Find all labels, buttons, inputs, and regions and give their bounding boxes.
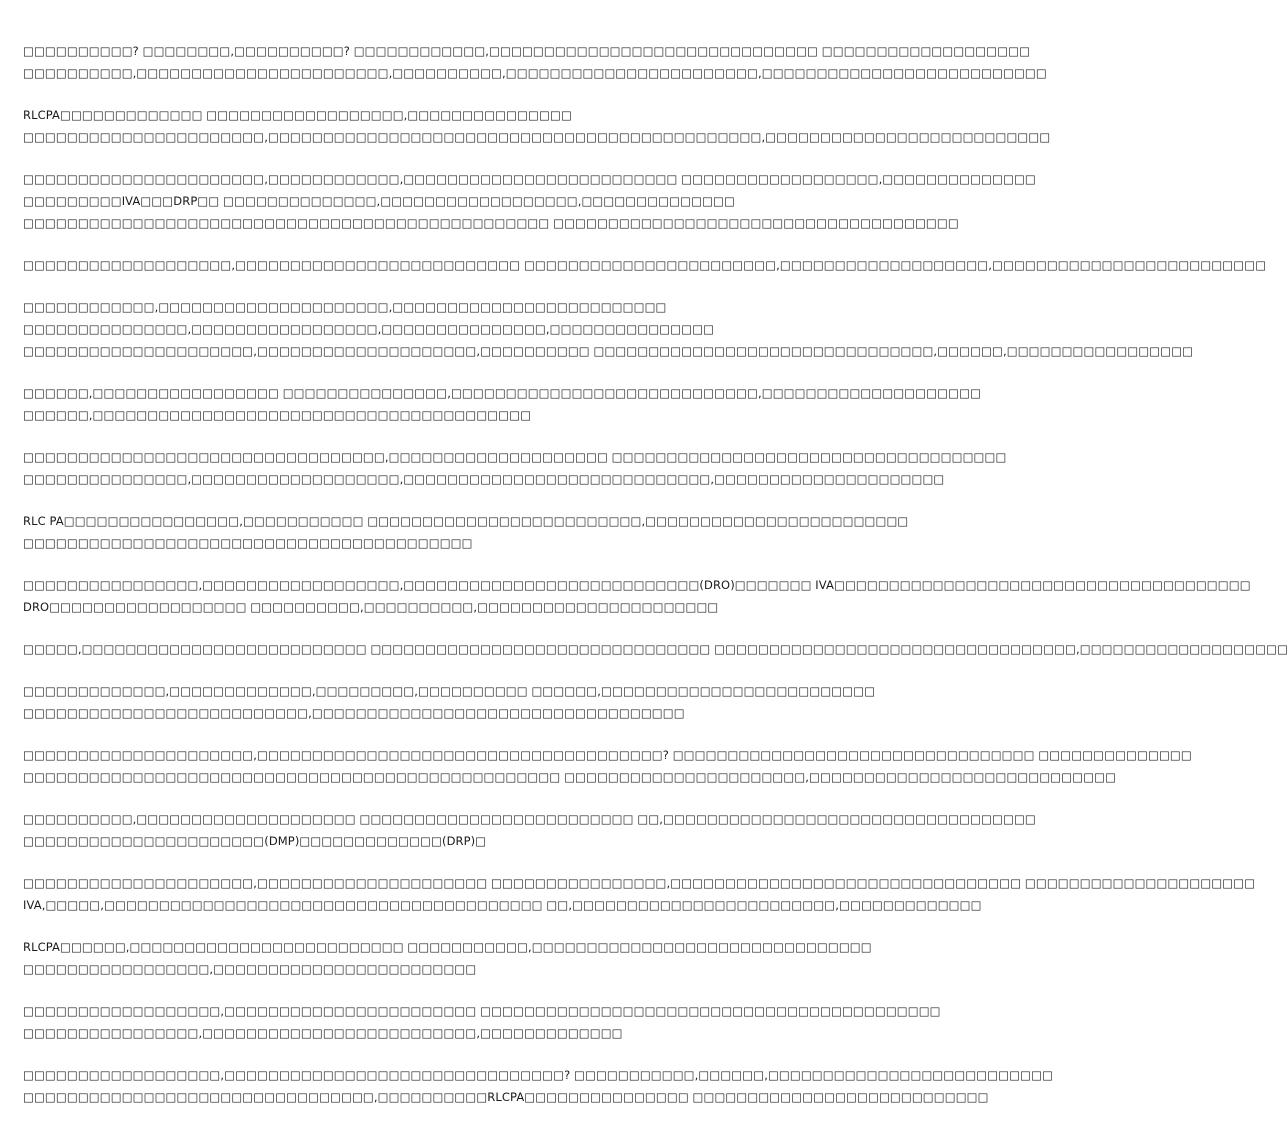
paragraph xyxy=(23,1000,941,1044)
text-line: □□□□□□□□□□□□□□□□□□□□□□□□□□□□□□□□,□□□□□□□□□□RLCPA□□□□□□□□□□□□□□□ □□□□□□□□□□□□□□□□□□□□□□□□□□□ xyxy=(23,1090,989,1104)
paragraph xyxy=(23,680,876,724)
text-line: □□□□□□□□□□□□□□□□□□□□□,□□□□□□□□□□□□□□□□□□□□□□□□□□□□□□□□□□□□□? □□□□□□□□□□□□□□□□□□□□□□□□□□□□□□□□□ □□□□□□□□□□□□□□ xyxy=(23,748,1192,762)
text-line: □□□□□□,□□□□□□□□□□□□□□□□□ □□□□□□□□□□□□□□□,□□□□□□□□□□□□□□□□□□□□□□□□□□□□,□□□□□□□□□□□□□□□□□□□□ xyxy=(23,386,982,400)
paragraph xyxy=(23,40,1047,84)
text-line: □□□□□□□□□□□□□□□□□□□□□□,□□□□□□□□□□□□,□□□□□□□□□□□□□□□□□□□□□□□□□ □□□□□□□□□□□□□□□□□□,□□□□□□□□□□□□□□ xyxy=(23,172,1036,186)
paragraph xyxy=(23,104,1051,148)
paragraph xyxy=(23,382,982,426)
paragraph xyxy=(23,254,1267,276)
text-line: □□□□□□□□□□□□□□□□□□□□□□□□□□,□□□□□□□□□□□□□□□□□□□□□□□□□□□□□□□□□□ xyxy=(23,706,685,720)
text-line: DRO□□□□□□□□□□□□□□□□□□ □□□□□□□□□□,□□□□□□□□□□,□□□□□□□□□□□□□□□□□□□□□□ xyxy=(23,600,719,614)
paragraph xyxy=(23,446,1007,490)
text-line: □□□□□□□□□□□□□□□□□□□□□□□□□□□□□□□□□□□□□□□□□□□□□□□□ □□□□□□□□□□□□□□□□□□□□□□□□□□□□□□□□□□□□□ xyxy=(23,216,959,230)
text-line: □□□□□□□□□IVA□□□DRP□□ □□□□□□□□□□□□□□,□□□□□□□□□□□□□□□□□□,□□□□□□□□□□□□□□ xyxy=(23,194,735,208)
text-line: □□□□□□□□□□□□,□□□□□□□□□□□□□□□□□□□□□,□□□□□□□□□□□□□□□□□□□□□□□□□ xyxy=(23,300,667,314)
text-line: □□□□□□□□□□□□□□□□□,□□□□□□□□□□□□□□□□□□□□□□□□ xyxy=(23,962,477,976)
text-line: □□□□□□□□□□□□□□□□□□□,□□□□□□□□□□□□□□□□□□□□□□□□□□ □□□□□□□□□□□□□□□□□□□□□□□,□□□□□□□□□□□□□□□□□□□,□□□□□□□□□□□□□□□□□□□□□□□□□ xyxy=(23,258,1267,272)
text-line: □□□□□□□□□□□□□□□□□□□□□□□□□□□□□□□□□□□□□□□□□ xyxy=(23,536,473,550)
paragraph xyxy=(23,168,1036,234)
text-line: □□□□□□□□□□? □□□□□□□□,□□□□□□□□□□? □□□□□□□□□□□□,□□□□□□□□□□□□□□□□□□□□□□□□□□□□□□ □□□□□□□□□□□□□□□□□□□ xyxy=(23,44,1031,58)
paragraph xyxy=(23,638,1288,660)
text-line: □□□□□□□□□□□□□□□□□□,□□□□□□□□□□□□□□□□□□□□□□□□□□□□□□□? □□□□□□□□□□□,□□□□□□,□□□□□□□□□□□□□□□□□□□□□□□□□□ xyxy=(23,1068,1054,1082)
text-line: □□□□□,□□□□□□□□□□□□□□□□□□□□□□□□□□ □□□□□□□□□□□□□□□□□□□□□□□□□□□□□□□ □□□□□□□□□□□□□□□□□□□□□□□□□□□□□□□□□,□□□□□□□□□□□□□□□□□□□ xyxy=(23,642,1288,656)
text-line: □□□□□□□□□□□□□□□□□□□□□,□□□□□□□□□□□□□□□□□□□□,□□□□□□□□□□ □□□□□□□□□□□□□□□□□□□□□□□□□□□□□□□,□□□□□□,□□□□□□□□□□□□□□□□□ xyxy=(23,344,1194,358)
text-line: □□□□□□□□□□,□□□□□□□□□□□□□□□□□□□□ □□□□□□□□□□□□□□□□□□□□□□□□□ □□,□□□□□□□□□□□□□□□□□□□□□□□□□□□□□□□□□□ xyxy=(23,812,1036,826)
text-line: □□□□□□□□□□□□□□□□□□□□□□□□□□□□□□□□□□□□□□□□□□□□□□□□□ □□□□□□□□□□□□□□□□□□□□□□,□□□□□□□□□□□□□□□□□□□□□□□□□□□□ xyxy=(23,770,1117,784)
paragraph xyxy=(23,510,909,554)
text-line: □□□□□□□□□□□□□□□□□□□□□□(DMP)□□□□□□□□□□□□□(DRP)□ xyxy=(23,834,487,848)
paragraph xyxy=(23,1064,1054,1108)
paragraph xyxy=(23,808,1036,852)
text-line: □□□□□□□□□□□□□□□□□□□□□,□□□□□□□□□□□□□□□□□□□□□ □□□□□□□□□□□□□□□□,□□□□□□□□□□□□□□□□□□□□□□□□□□□□□□□□ □□□□□□□□□□□□□□□□□□□□□ xyxy=(23,876,1256,890)
text-line: IVA,□□□□□,□□□□□□□□□□□□□□□□□□□□□□□□□□□□□□□□□□□□□□□□ □□,□□□□□□□□□□□□□□□□□□□□□□□□,□□□□□□□□□□□□□ xyxy=(23,898,982,912)
text-line: □□□□□□□□□□□□□□□,□□□□□□□□□□□□□□□□□,□□□□□□□□□□□□□□□,□□□□□□□□□□□□□□□ xyxy=(23,322,715,336)
paragraph xyxy=(23,936,872,980)
text-line: □□□□□□□□□□,□□□□□□□□□□□□□□□□□□□□□□□,□□□□□□□□□□,□□□□□□□□□□□□□□□□□□□□□□□,□□□□□□□□□□□□□□□□□□□□□□□□□□ xyxy=(23,66,1047,80)
text-line: RLCPA□□□□□□,□□□□□□□□□□□□□□□□□□□□□□□□□ □□□□□□□□□□□,□□□□□□□□□□□□□□□□□□□□□□□□□□□□□□□ xyxy=(23,940,872,954)
text-line: RLCPA□□□□□□□□□□□□□ □□□□□□□□□□□□□□□□□□,□□□□□□□□□□□□□□□ xyxy=(23,108,572,122)
paragraph xyxy=(23,296,1194,362)
text-line: □□□□□□□□□□□□□□□□,□□□□□□□□□□□□□□□□□□□□□□□□□,□□□□□□□□□□□□□ xyxy=(23,1026,623,1040)
paragraph xyxy=(23,872,1256,916)
text-line: □□□□□□,□□□□□□□□□□□□□□□□□□□□□□□□□□□□□□□□□□□□□□□□ xyxy=(23,408,532,422)
text-line: □□□□□□□□□□□□□□□□,□□□□□□□□□□□□□□□□□□,□□□□□□□□□□□□□□□□□□□□□□□□□□□(DRO)□□□□□□□ IVA□□□□□□□□□□□□□□□□□□□□□□□□□□□□□□□□□□□□□□ xyxy=(23,578,1251,592)
document-body xyxy=(23,40,1288,1128)
text-line: □□□□□□□□□□□□□,□□□□□□□□□□□□□,□□□□□□□□□,□□□□□□□□□□ □□□□□□,□□□□□□□□□□□□□□□□□□□□□□□□□ xyxy=(23,684,876,698)
text-line: RLC PA□□□□□□□□□□□□□□□□,□□□□□□□□□□□ □□□□□□□□□□□□□□□□□□□□□□□□□,□□□□□□□□□□□□□□□□□□□□□□□□ xyxy=(23,514,909,528)
text-line: □□□□□□□□□□□□□□□□□□□□□□□□□□□□□□□□□,□□□□□□□□□□□□□□□□□□□□ □□□□□□□□□□□□□□□□□□□□□□□□□□□□□□□□□□□□ xyxy=(23,450,1007,464)
paragraph xyxy=(23,744,1192,788)
text-line: □□□□□□□□□□□□□□□□□□,□□□□□□□□□□□□□□□□□□□□□□□ □□□□□□□□□□□□□□□□□□□□□□□□□□□□□□□□□□□□□□□□□□ xyxy=(23,1004,941,1018)
paragraph xyxy=(23,574,1251,618)
text-line: □□□□□□□□□□□□□□□□□□□□□□,□□□□□□□□□□□□□□□□□□□□□□□□□□□□□□□□□□□□□□□□□□□□□,□□□□□□□□□□□□□□□□□□□□□□□□□□ xyxy=(23,130,1051,144)
text-line: □□□□□□□□□□□□□□□,□□□□□□□□□□□□□□□□□□□,□□□□□□□□□□□□□□□□□□□□□□□□□□□□,□□□□□□□□□□□□□□□□□□□□□ xyxy=(23,472,945,486)
